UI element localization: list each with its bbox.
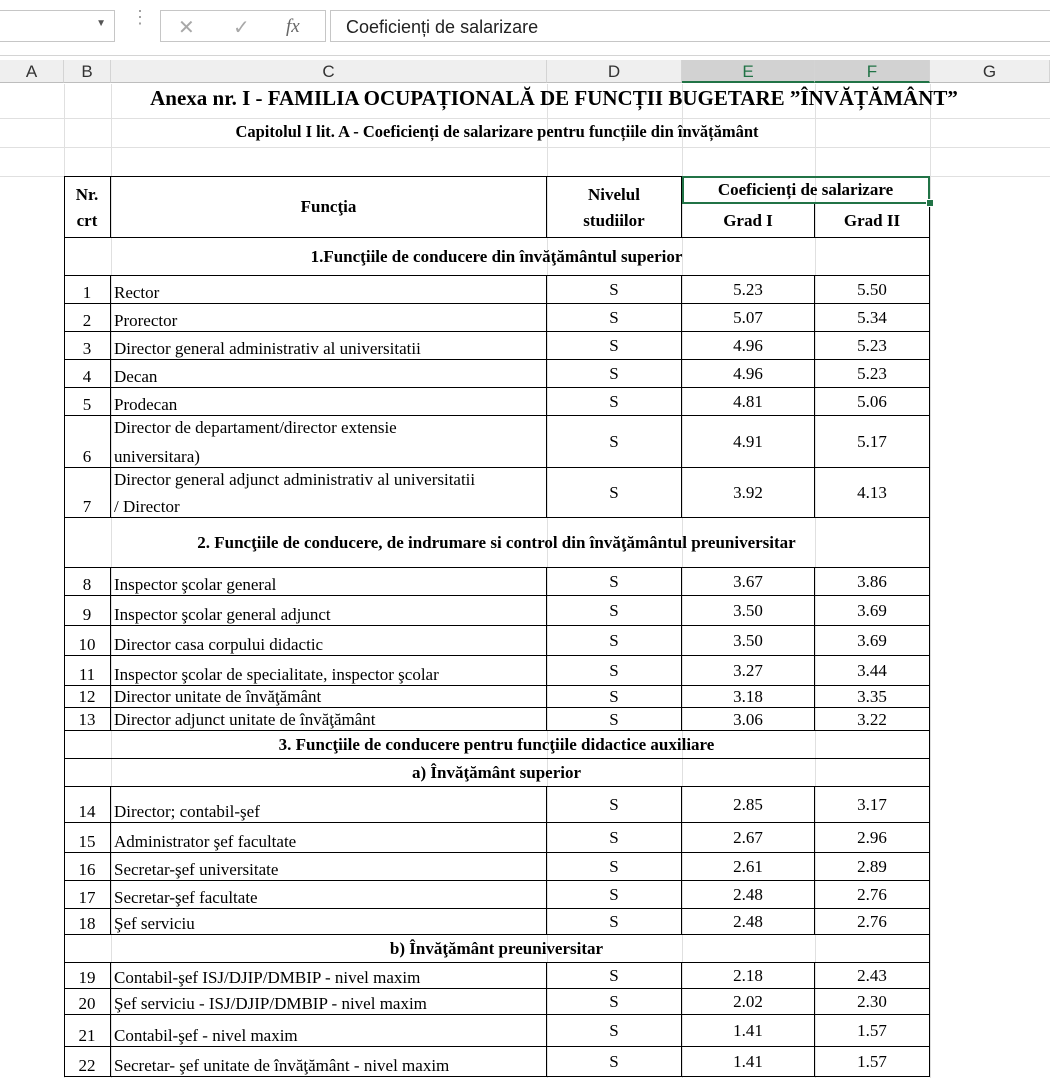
cell-text: Director general administrativ al universitatii [114,339,421,358]
cell-text: 9 [82,605,92,624]
cell-functia[interactable] [111,388,547,416]
cell-nivel[interactable]: S [547,360,682,388]
cell-text: 3 [82,339,92,358]
cell-grad2[interactable]: 5.06 [815,388,930,416]
cell-text: Prodecan [114,395,178,414]
cell-text: 21 [78,1026,96,1045]
cell-nr[interactable] [64,881,111,909]
cell-functia[interactable] [111,416,547,468]
cell-text: Administrator şef facultate [114,832,297,851]
chevron-down-icon[interactable]: ▼ [96,18,106,29]
cell-nr[interactable] [64,596,111,626]
cell-grad2[interactable]: 3.35 [815,686,930,708]
cell-grad2[interactable]: 3.69 [815,596,930,626]
formula-buttons [160,10,326,42]
cell-grad1[interactable]: 2.48 [682,909,815,935]
cell-grad1[interactable]: 2.48 [682,881,815,909]
close-icon[interactable]: ✕ [178,17,195,39]
cell-grad2[interactable]: 2.89 [815,853,930,881]
header-grad2[interactable]: Grad II [815,204,930,238]
cell-grad2[interactable]: 3.86 [815,568,930,596]
cell-grad2[interactable]: 2.43 [815,963,930,989]
cell-grad2[interactable]: 3.17 [815,787,930,823]
cell-nr[interactable] [64,823,111,853]
cell-nr[interactable] [64,708,111,731]
header-nivel-line2: studiilor [583,211,645,230]
cell-functia[interactable] [111,332,547,360]
section-3-heading[interactable]: 3. Funcţiile de conducere pentru funcţiile didactice auxiliare [64,731,930,759]
cell-functia[interactable] [111,360,547,388]
header-nr-line2: crt [76,211,98,230]
cell-text: Contabil-şef - nivel maxim [114,1026,298,1045]
header-nivel[interactable] [547,176,682,238]
cell-nivel[interactable]: S [547,304,682,332]
cell-grad2[interactable]: 5.23 [815,332,930,360]
cell-grad1[interactable]: 3.50 [682,596,815,626]
cell-grad2[interactable]: 3.22 [815,708,930,731]
check-icon[interactable]: ✓ [233,17,250,39]
header-grad1[interactable]: Grad I [682,204,815,238]
cell-functia[interactable] [111,1015,547,1047]
cell-text: 4 [82,367,92,386]
cell-text: Contabil-şef ISJ/DJIP/DMBIP - nivel maxim [114,968,421,987]
cell-functia[interactable] [111,853,547,881]
cell-nivel[interactable]: S [547,823,682,853]
section-2-heading[interactable]: 2. Funcţiile de conducere, de indrumare si control din învăţământul preuniversitar [64,518,930,568]
cell-nr[interactable] [64,360,111,388]
cell-text: 11 [78,665,96,684]
cell-grad1[interactable]: 2.02 [682,989,815,1015]
function-icon[interactable]: fx [286,16,300,37]
cell-nr[interactable] [64,989,111,1015]
cell-text: 17 [78,888,96,907]
cell-grad2[interactable]: 5.23 [815,360,930,388]
header-coeficienti[interactable]: Coeficienți de salarizare [682,176,930,204]
cell-grad1[interactable]: 4.91 [682,416,815,468]
cell-functia[interactable] [111,656,547,686]
cell-text: Rector [114,283,160,302]
cell-text: Inspector şcolar general [114,575,277,594]
cell-text-line1: Director de departament/director extensie [114,418,397,437]
cell-grad1[interactable]: 3.06 [682,708,815,731]
cell-grad2[interactable]: 1.57 [815,1015,930,1047]
cell-text: Secretar-şef facultate [114,888,258,907]
cell-nr[interactable] [64,1047,111,1077]
cell-text: Secretar- şef unitate de învăţământ - nivel maxim [114,1056,450,1075]
cell-nr[interactable] [64,686,111,708]
cell-text: Secretar-şef universitate [114,860,279,879]
cell-nivel[interactable]: S [547,881,682,909]
cell-nr[interactable] [64,787,111,823]
cell-text-line2: / Director [114,497,180,516]
cell-text: 10 [78,635,96,654]
cell-nivel[interactable]: S [547,989,682,1015]
formula-bar [0,0,1050,56]
cell-text: 13 [78,710,96,729]
cell-functia[interactable] [111,596,547,626]
cell-grad1[interactable]: 1.41 [682,1047,815,1077]
cell-text: 5 [82,395,92,414]
cell-nr[interactable] [64,853,111,881]
cell-grad1[interactable]: 2.85 [682,787,815,823]
cell-nr[interactable] [64,388,111,416]
cell-nivel[interactable]: S [547,388,682,416]
cell-nivel[interactable]: S [547,708,682,731]
cell-grad2[interactable]: 5.34 [815,304,930,332]
cell-nivel[interactable]: S [547,787,682,823]
cell-nivel[interactable]: S [547,686,682,708]
cell-nivel[interactable]: S [547,626,682,656]
cell-functia[interactable] [111,304,547,332]
cell-text: Decan [114,367,158,386]
name-box[interactable] [0,10,115,42]
cell-text: Director; contabil-şef [114,802,260,821]
cell-functia[interactable] [111,881,547,909]
cell-grad2[interactable]: 2.76 [815,881,930,909]
header-nr-line1: Nr. [75,185,99,204]
cell-text-line2: universitara) [114,447,200,466]
cell-nr[interactable] [64,963,111,989]
cell-text: Şef serviciu - ISJ/DJIP/DMBIP - nivel maxim [114,994,427,1013]
sheet-subtitle[interactable]: Capitolul I lit. A - Coeficienți de salarizare pentru funcțiile din învățământ [235,122,759,141]
header-nivel-line1: Nivelul [588,185,640,204]
sheet-title[interactable]: Anexa nr. I - FAMILIA OCUPAȚIONALĂ DE FUNCȚII BUGETARE ”ÎNVĂȚĂMÂNT” [150,86,958,110]
column-header-c[interactable]: C [111,60,547,83]
cell-grad2[interactable]: 1.57 [815,1047,930,1077]
cell-grad2[interactable]: 5.17 [815,416,930,468]
column-header-a[interactable]: A [0,60,64,83]
cell-grad1[interactable]: 2.67 [682,823,815,853]
cell-functia[interactable] [111,1047,547,1077]
cell-text: 12 [78,687,96,706]
selected-cell-outline [682,176,930,204]
cell-nr[interactable] [64,276,111,304]
cell-nr[interactable] [64,909,111,935]
cell-nr[interactable] [64,626,111,656]
cell-text: Director adjunct unitate de învăţământ [114,710,376,729]
cell-nivel[interactable]: S [547,416,682,468]
cell-grad1[interactable]: 3.92 [682,468,815,518]
cell-grad1[interactable]: 3.50 [682,626,815,656]
cell-grad1[interactable]: 5.23 [682,276,815,304]
cell-nivel[interactable]: S [547,1015,682,1047]
cell-nivel[interactable]: S [547,1047,682,1077]
cell-text: Director casa corpului didactic [114,635,324,654]
cell-nivel[interactable]: S [547,332,682,360]
cell-text: 22 [78,1056,96,1075]
cell-text: 8 [82,575,92,594]
cell-functia[interactable] [111,963,547,989]
drag-handle-icon[interactable]: ⋮ [131,7,149,27]
cell-nr[interactable] [64,1015,111,1047]
cell-grad1[interactable]: 3.18 [682,686,815,708]
cell-nivel[interactable]: S [547,596,682,626]
column-header-b[interactable]: B [64,60,111,83]
cell-text: 7 [82,497,92,516]
cell-grad2[interactable]: 2.76 [815,909,930,935]
cell-grad2[interactable]: 4.13 [815,468,930,518]
cell-text: 19 [78,968,96,987]
cell-nr[interactable] [64,656,111,686]
section-1-heading[interactable]: 1.Funcţiile de conducere din învăţământul superior [64,238,930,276]
formula-input[interactable]: Coeficienți de salarizare [330,10,1050,42]
column-header-d[interactable]: D [547,60,682,83]
cell-grad2[interactable]: 3.44 [815,656,930,686]
cell-text: 14 [78,802,96,821]
cell-nivel[interactable]: S [547,276,682,304]
cell-text: 18 [78,914,96,933]
cell-grad1[interactable]: 1.41 [682,1015,815,1047]
cell-functia[interactable] [111,276,547,304]
cell-grad2[interactable]: 2.30 [815,989,930,1015]
cell-nr[interactable] [64,304,111,332]
cell-functia[interactable] [111,626,547,656]
cell-text: Director unitate de învăţământ [114,687,322,706]
cell-text: Şef serviciu [114,914,195,933]
cell-functia[interactable] [111,686,547,708]
cell-functia[interactable] [111,989,547,1015]
cell-nivel[interactable]: S [547,909,682,935]
cell-nr[interactable] [64,332,111,360]
cell-functia[interactable] [111,468,547,518]
cell-nr[interactable] [64,568,111,596]
cell-functia[interactable] [111,909,547,935]
section-3a-heading[interactable]: a) Învăţământ superior [64,759,930,787]
cell-nivel[interactable]: S [547,468,682,518]
cell-functia[interactable] [111,568,547,596]
cell-text: 20 [78,994,96,1013]
cell-grad1[interactable]: 4.81 [682,388,815,416]
cell-functia[interactable] [111,787,547,823]
cell-grad2[interactable]: 5.50 [815,276,930,304]
cell-grad2[interactable]: 2.96 [815,823,930,853]
cell-text: Prorector [114,311,178,330]
cell-grad1[interactable]: 3.67 [682,568,815,596]
fill-handle[interactable] [926,199,934,207]
cell-grad1[interactable]: 4.96 [682,360,815,388]
section-3b-heading[interactable]: b) Învăţământ preuniversitar [64,935,930,963]
header-functia[interactable]: Funcţia [111,176,547,238]
cell-text: 1 [82,283,92,302]
cell-text: 15 [78,832,96,851]
cell-grad1[interactable]: 2.61 [682,853,815,881]
cell-text: Inspector şcolar de specialitate, inspector şcolar [114,665,439,684]
column-header-g[interactable]: G [930,60,1050,83]
cell-text-line1: Director general adjunct administrativ al universitatii [114,470,476,489]
cell-grad1[interactable]: 4.96 [682,332,815,360]
cell-text: Inspector şcolar general adjunct [114,605,331,624]
cell-nivel[interactable]: S [547,568,682,596]
cell-nr[interactable] [64,416,111,468]
cell-text: 16 [78,860,96,879]
cell-nivel[interactable]: S [547,963,682,989]
cell-nivel[interactable]: S [547,656,682,686]
cell-text: 2 [82,311,92,330]
cell-grad1[interactable]: 2.18 [682,963,815,989]
cell-grad1[interactable]: 3.27 [682,656,815,686]
cell-grad1[interactable]: 5.07 [682,304,815,332]
column-header-f[interactable]: F [815,60,930,83]
cell-grad2[interactable]: 3.69 [815,626,930,656]
cell-nr[interactable] [64,468,111,518]
cell-functia[interactable] [111,823,547,853]
header-nr[interactable] [64,176,111,238]
cell-nivel[interactable]: S [547,853,682,881]
column-header-e[interactable]: E [682,60,815,83]
cell-text: 6 [82,447,92,466]
cell-functia[interactable] [111,708,547,731]
